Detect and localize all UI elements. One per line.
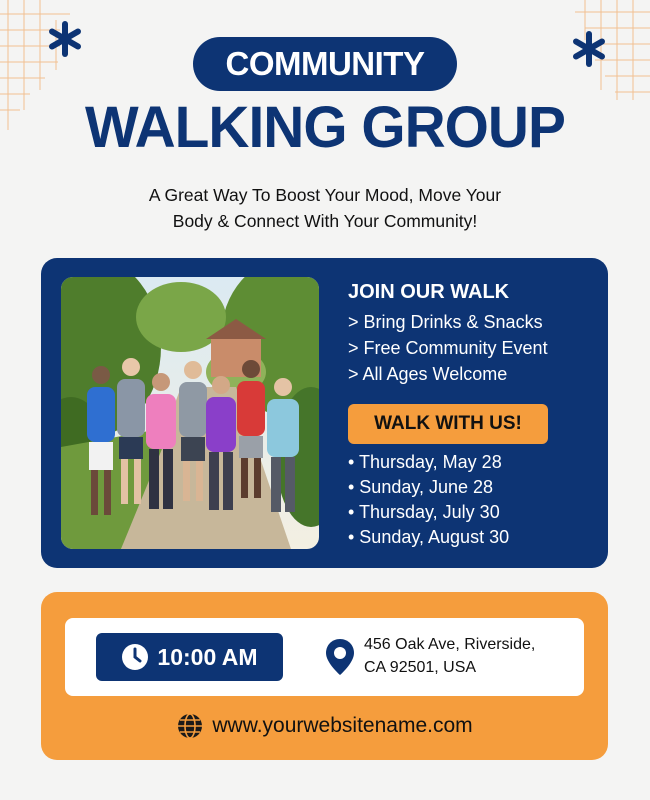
join-heading: JOIN OUR WALK [348,281,510,303]
asterisk-icon [570,30,608,68]
info-panel [41,592,608,760]
community-badge [193,37,457,91]
perks-list [348,309,548,387]
time-text: 10:00 AM [157,643,258,670]
details-panel [41,258,608,568]
walk-with-us-label: WALK WITH US! [374,413,522,434]
website-link[interactable]: www.yourwebsitename.com [212,714,473,737]
location-pin-icon [325,638,355,676]
address-line-1: 456 Oak Ave, Riverside, [364,636,536,653]
subtitle-line-1: A Great Way To Boost Your Mood, Move Your [148,185,502,205]
list-item: • Sunday, August 30 [348,527,510,547]
subtitle-line-2: Body & Connect With Your Community! [172,211,478,231]
page-title: WALKING GROUP [85,95,565,160]
time-badge [96,633,283,681]
walk-with-us-button[interactable] [348,404,548,444]
list-item: • Thursday, July 30 [348,502,500,522]
asterisk-icon [46,20,84,58]
website-row[interactable] [41,712,608,740]
list-item: > Free Community Event [348,338,548,358]
walking-group-photo [61,277,319,549]
subtitle [0,182,650,234]
info-card [65,618,584,696]
clock-icon [121,643,149,671]
list-item: • Sunday, June 28 [348,477,494,497]
badge-text: COMMUNITY [225,45,425,82]
globe-icon [176,712,204,740]
list-item: > All Ages Welcome [348,364,508,384]
address [364,633,535,679]
dates-list [348,450,509,550]
address-line-2: CA 92501, USA [364,659,477,676]
list-item: > Bring Drinks & Snacks [348,312,543,332]
list-item: • Thursday, May 28 [348,452,502,472]
